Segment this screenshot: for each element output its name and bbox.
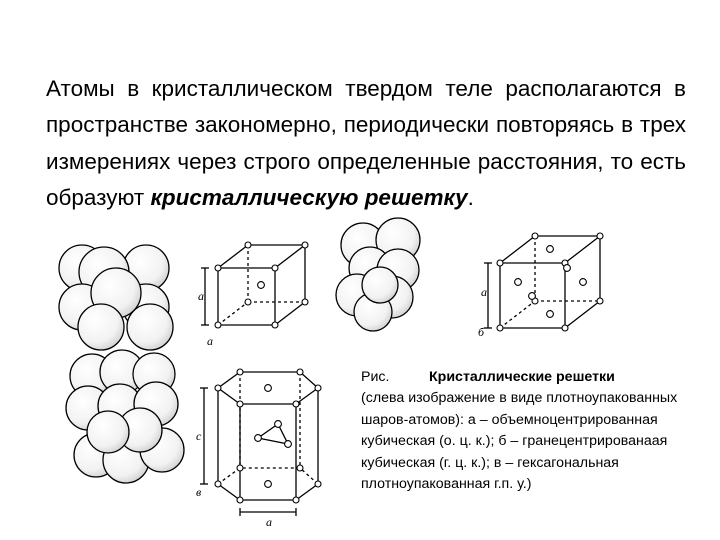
fcc-panel-label: б [478, 325, 485, 339]
bcc-atom-markers [215, 242, 308, 328]
bcc-sphere-packing [59, 245, 173, 350]
bcc-edge-label: a [198, 289, 204, 303]
intro-period: . [467, 185, 474, 210]
caption-title: Кристаллические решетки [429, 369, 615, 385]
caption-prefix: Рис. [361, 369, 390, 385]
figure-caption [361, 367, 711, 495]
hcp-panel-label: в [196, 485, 202, 499]
fcc-sphere-packing [336, 218, 420, 331]
bcc-unit-cell [201, 245, 305, 325]
fcc-atom-markers [497, 233, 603, 331]
bcc-panel-label: а [207, 334, 213, 348]
intro-text: Атомы в кристаллическом твердом теле располагаются в пространстве закономерно, периодически повторяясь в трех измерениях через строго определенные расстояния, то есть образуют [46, 75, 686, 210]
hcp-sphere-packing [66, 350, 184, 483]
caption-body: (слева изображение в виде плотноупакованных шаров-атомов): а – объемноцентрированная кубическая (о. ц. к.); б – гранецентрированаая кубическая (г. ц. к.); в – гексагональная плотноупакованная г.п. у.) [361, 390, 678, 493]
hcp-height-label: c [196, 429, 202, 443]
hcp-atom-markers [215, 369, 321, 503]
hcp-unit-cell [200, 372, 318, 516]
caption-heading [361, 367, 711, 388]
intro-emphasis: кристаллическую решетку [150, 185, 468, 210]
fcc-edge-label: a [481, 285, 487, 299]
hcp-edge-label: a [266, 515, 272, 529]
